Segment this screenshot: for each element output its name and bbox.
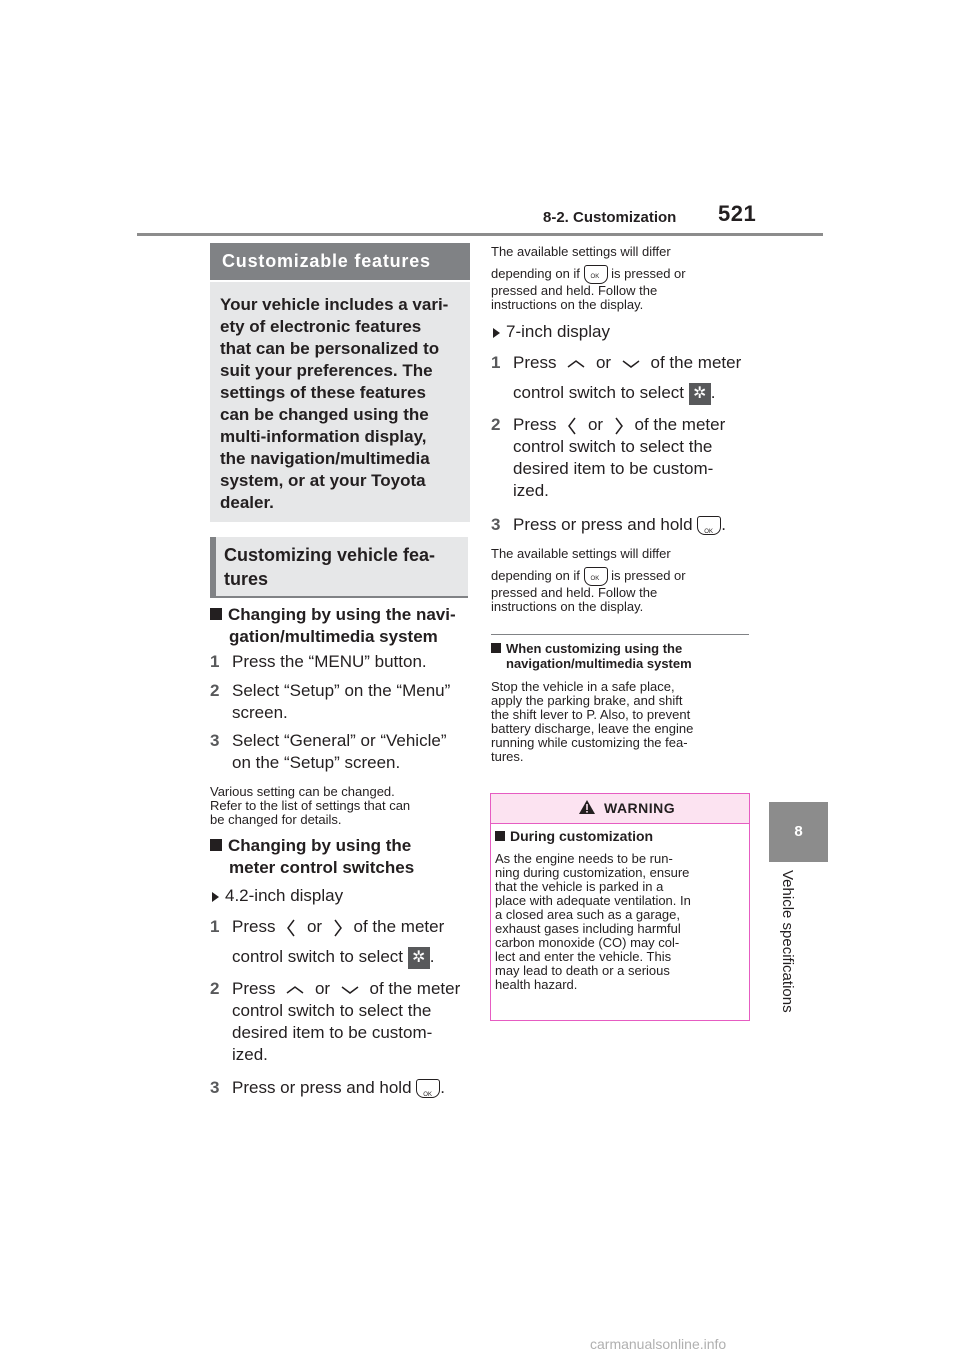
note-line: The available settings will differ <box>491 244 671 259</box>
note-line: the shift lever to P. Also, to prevent <box>491 707 691 722</box>
subheading-rule <box>210 596 468 598</box>
triangle-bullet-icon <box>493 328 500 338</box>
step-text: control switch to select <box>232 947 404 966</box>
meter-heading-line: Changing by using the <box>228 836 412 855</box>
punctuation: . <box>710 383 716 402</box>
square-bullet-icon <box>495 831 505 841</box>
step-text: Select “Setup” on the “Menu” <box>232 681 451 700</box>
intro-line: ety of electronic features <box>220 317 422 336</box>
step-number: 1 <box>210 917 220 936</box>
step-text: control switch to select the <box>513 437 713 456</box>
note-line: apply the parking brake, and shift <box>491 693 683 708</box>
warning-heading <box>495 828 653 844</box>
step-text: on the “Setup” screen. <box>232 753 401 772</box>
intro-line: settings of these features <box>220 383 426 402</box>
cust-body <box>491 680 753 764</box>
step-text: Press <box>513 415 557 434</box>
nav-step-3 <box>210 730 472 774</box>
step-text: screen. <box>232 703 288 722</box>
step-number: 3 <box>210 731 220 750</box>
intro-line: that can be personalized to <box>220 339 440 358</box>
note-line: be changed for details. <box>210 812 342 827</box>
or-text: or <box>595 353 612 372</box>
chevron-up-icon <box>286 985 304 995</box>
meter-step-3 <box>210 1077 472 1099</box>
warning-line: carbon monoxide (CO) may col- <box>495 935 680 950</box>
warning-body <box>495 852 745 992</box>
intro-line: the navigation/multimedia <box>220 449 430 468</box>
step-text: of the meter <box>353 917 445 936</box>
punctuation: . <box>721 515 727 534</box>
intro-line: Your vehicle includes a vari- <box>220 295 449 314</box>
intro-line: dealer. <box>220 493 274 512</box>
step-text: Press <box>232 917 276 936</box>
display-label-text: 7-inch display <box>506 322 610 341</box>
cust-heading <box>491 641 753 671</box>
chapter-title: Vehicle specifications <box>779 870 796 1013</box>
warning-triangle-icon <box>578 799 596 815</box>
note-line: depending on if <box>491 567 580 583</box>
chevron-down-icon <box>341 985 359 995</box>
step-text: Press or press and hold <box>513 515 693 534</box>
note-line: tures. <box>491 749 524 764</box>
step-number: 3 <box>491 515 501 534</box>
right-step-3 <box>491 514 753 536</box>
step-text: Select “General” or “Vehicle” <box>232 731 447 750</box>
warning-title-row <box>578 799 675 816</box>
note-line: instructions on the display. <box>491 297 644 312</box>
step-text: of the meter <box>650 353 742 372</box>
intro-line: system, or at your Toyota <box>220 471 426 490</box>
note-line: running while customizing the fea- <box>491 735 688 750</box>
or-text: or <box>314 979 331 998</box>
note-line: battery discharge, leave the engine <box>491 721 694 736</box>
intro-line: multi-information display, <box>220 427 427 446</box>
step-text: Press the “MENU” button. <box>232 652 427 671</box>
display-7-label <box>493 322 610 342</box>
nav-heading-line: Changing by using the navi- <box>228 605 456 624</box>
subheading <box>210 537 468 597</box>
meter-step-1 <box>210 916 472 969</box>
gear-settings-icon: ✲ <box>408 947 430 969</box>
square-bullet-icon <box>210 608 222 620</box>
note-line: Refer to the list of settings that can <box>210 798 411 813</box>
step-number: 2 <box>491 415 501 434</box>
note-line: is pressed or <box>611 567 686 583</box>
nav-note <box>210 785 472 827</box>
section-heading: Customizable features <box>210 243 470 280</box>
right-step-1 <box>491 352 753 405</box>
ok-button-icon <box>584 567 608 586</box>
chevron-left-icon <box>286 919 296 937</box>
chevron-right-icon <box>333 919 343 937</box>
note-line: is pressed or <box>611 265 686 281</box>
chevron-left-icon <box>567 417 577 435</box>
settings-note-top <box>491 245 753 312</box>
punctuation: . <box>440 1078 446 1097</box>
nav-heading <box>210 604 472 648</box>
cust-heading-line: navigation/multimedia system <box>506 656 692 671</box>
step-text: control switch to select the <box>232 1001 432 1020</box>
step-number: 1 <box>210 652 220 671</box>
meter-heading <box>210 835 472 879</box>
gear-settings-icon: ✲ <box>689 383 711 405</box>
settings-note-bottom <box>491 547 753 614</box>
step-text: ized. <box>232 1045 268 1064</box>
display-42-label <box>212 886 343 906</box>
warning-line: exhaust gases including harmful <box>495 921 681 936</box>
display-label-text: 4.2-inch display <box>225 886 344 905</box>
step-text: of the meter <box>634 415 726 434</box>
step-text: ized. <box>513 481 549 500</box>
nav-step-2 <box>210 680 472 724</box>
step-text: Press <box>232 979 276 998</box>
section-title: 8-2. Customization <box>543 209 677 226</box>
warning-line: As the engine needs to be run- <box>495 851 673 866</box>
ok-button-icon <box>416 1079 440 1098</box>
divider <box>491 634 749 635</box>
warning-line: health hazard. <box>495 977 578 992</box>
subheading-line: Customizing vehicle fea- <box>224 545 436 565</box>
ok-button-icon <box>584 265 608 284</box>
step-number: 2 <box>210 681 220 700</box>
or-text: or <box>587 415 604 434</box>
note-line: Various setting can be changed. <box>210 784 395 799</box>
step-text: control switch to select <box>513 383 685 402</box>
step-text: Press or press and hold <box>232 1078 412 1097</box>
step-number: 2 <box>210 979 220 998</box>
punctuation: . <box>429 947 435 966</box>
or-text: or <box>306 917 323 936</box>
cust-heading-line: When customizing using the <box>506 641 683 656</box>
step-text: of the meter <box>369 979 461 998</box>
triangle-bullet-icon <box>212 892 219 902</box>
ok-button-icon <box>697 516 721 535</box>
meter-heading-line: meter control switches <box>229 858 415 877</box>
chevron-right-icon <box>614 417 624 435</box>
step-text: desired item to be custom- <box>232 1023 433 1042</box>
square-bullet-icon <box>491 643 501 653</box>
intro-line: suit your preferences. The <box>220 361 433 380</box>
page-number: 521 <box>718 201 757 226</box>
chevron-up-icon <box>567 359 585 369</box>
nav-step-1 <box>210 651 472 673</box>
chapter-tab: 8 <box>769 802 828 862</box>
subheading-line: tures <box>224 569 269 589</box>
watermark-text: carmanualsonline.info <box>590 1336 727 1352</box>
warning-header-rule <box>491 823 749 824</box>
meter-step-2 <box>210 978 472 1066</box>
warning-heading-text: During customization <box>510 828 654 844</box>
chapter-label <box>772 870 796 1040</box>
warning-title: WARNING <box>604 800 676 816</box>
note-line: The available settings will differ <box>491 546 671 561</box>
step-number: 1 <box>491 353 501 372</box>
step-text: Press <box>513 353 557 372</box>
intro-line: can be changed using the <box>220 405 429 424</box>
note-line: pressed and held. Follow the <box>491 283 658 298</box>
nav-heading-line: gation/multimedia system <box>229 627 438 646</box>
note-line: depending on if <box>491 265 580 281</box>
note-line: instructions on the display. <box>491 599 644 614</box>
intro-box <box>210 282 470 522</box>
step-text: desired item to be custom- <box>513 459 714 478</box>
header-rule <box>137 233 823 236</box>
warning-line: may lead to death or a serious <box>495 963 670 978</box>
warning-line: lect and enter the vehicle. This <box>495 949 672 964</box>
square-bullet-icon <box>210 839 222 851</box>
warning-line: ning during customization, ensure <box>495 865 690 880</box>
warning-line: a closed area such as a garage, <box>495 907 681 922</box>
note-line: Stop the vehicle in a safe place, <box>491 679 675 694</box>
right-step-2 <box>491 414 753 502</box>
warning-line: that the vehicle is parked in a <box>495 879 664 894</box>
warning-line: place with adequate ventilation. In <box>495 893 691 908</box>
step-number: 3 <box>210 1078 220 1097</box>
note-line: pressed and held. Follow the <box>491 585 658 600</box>
chevron-down-icon <box>622 359 640 369</box>
